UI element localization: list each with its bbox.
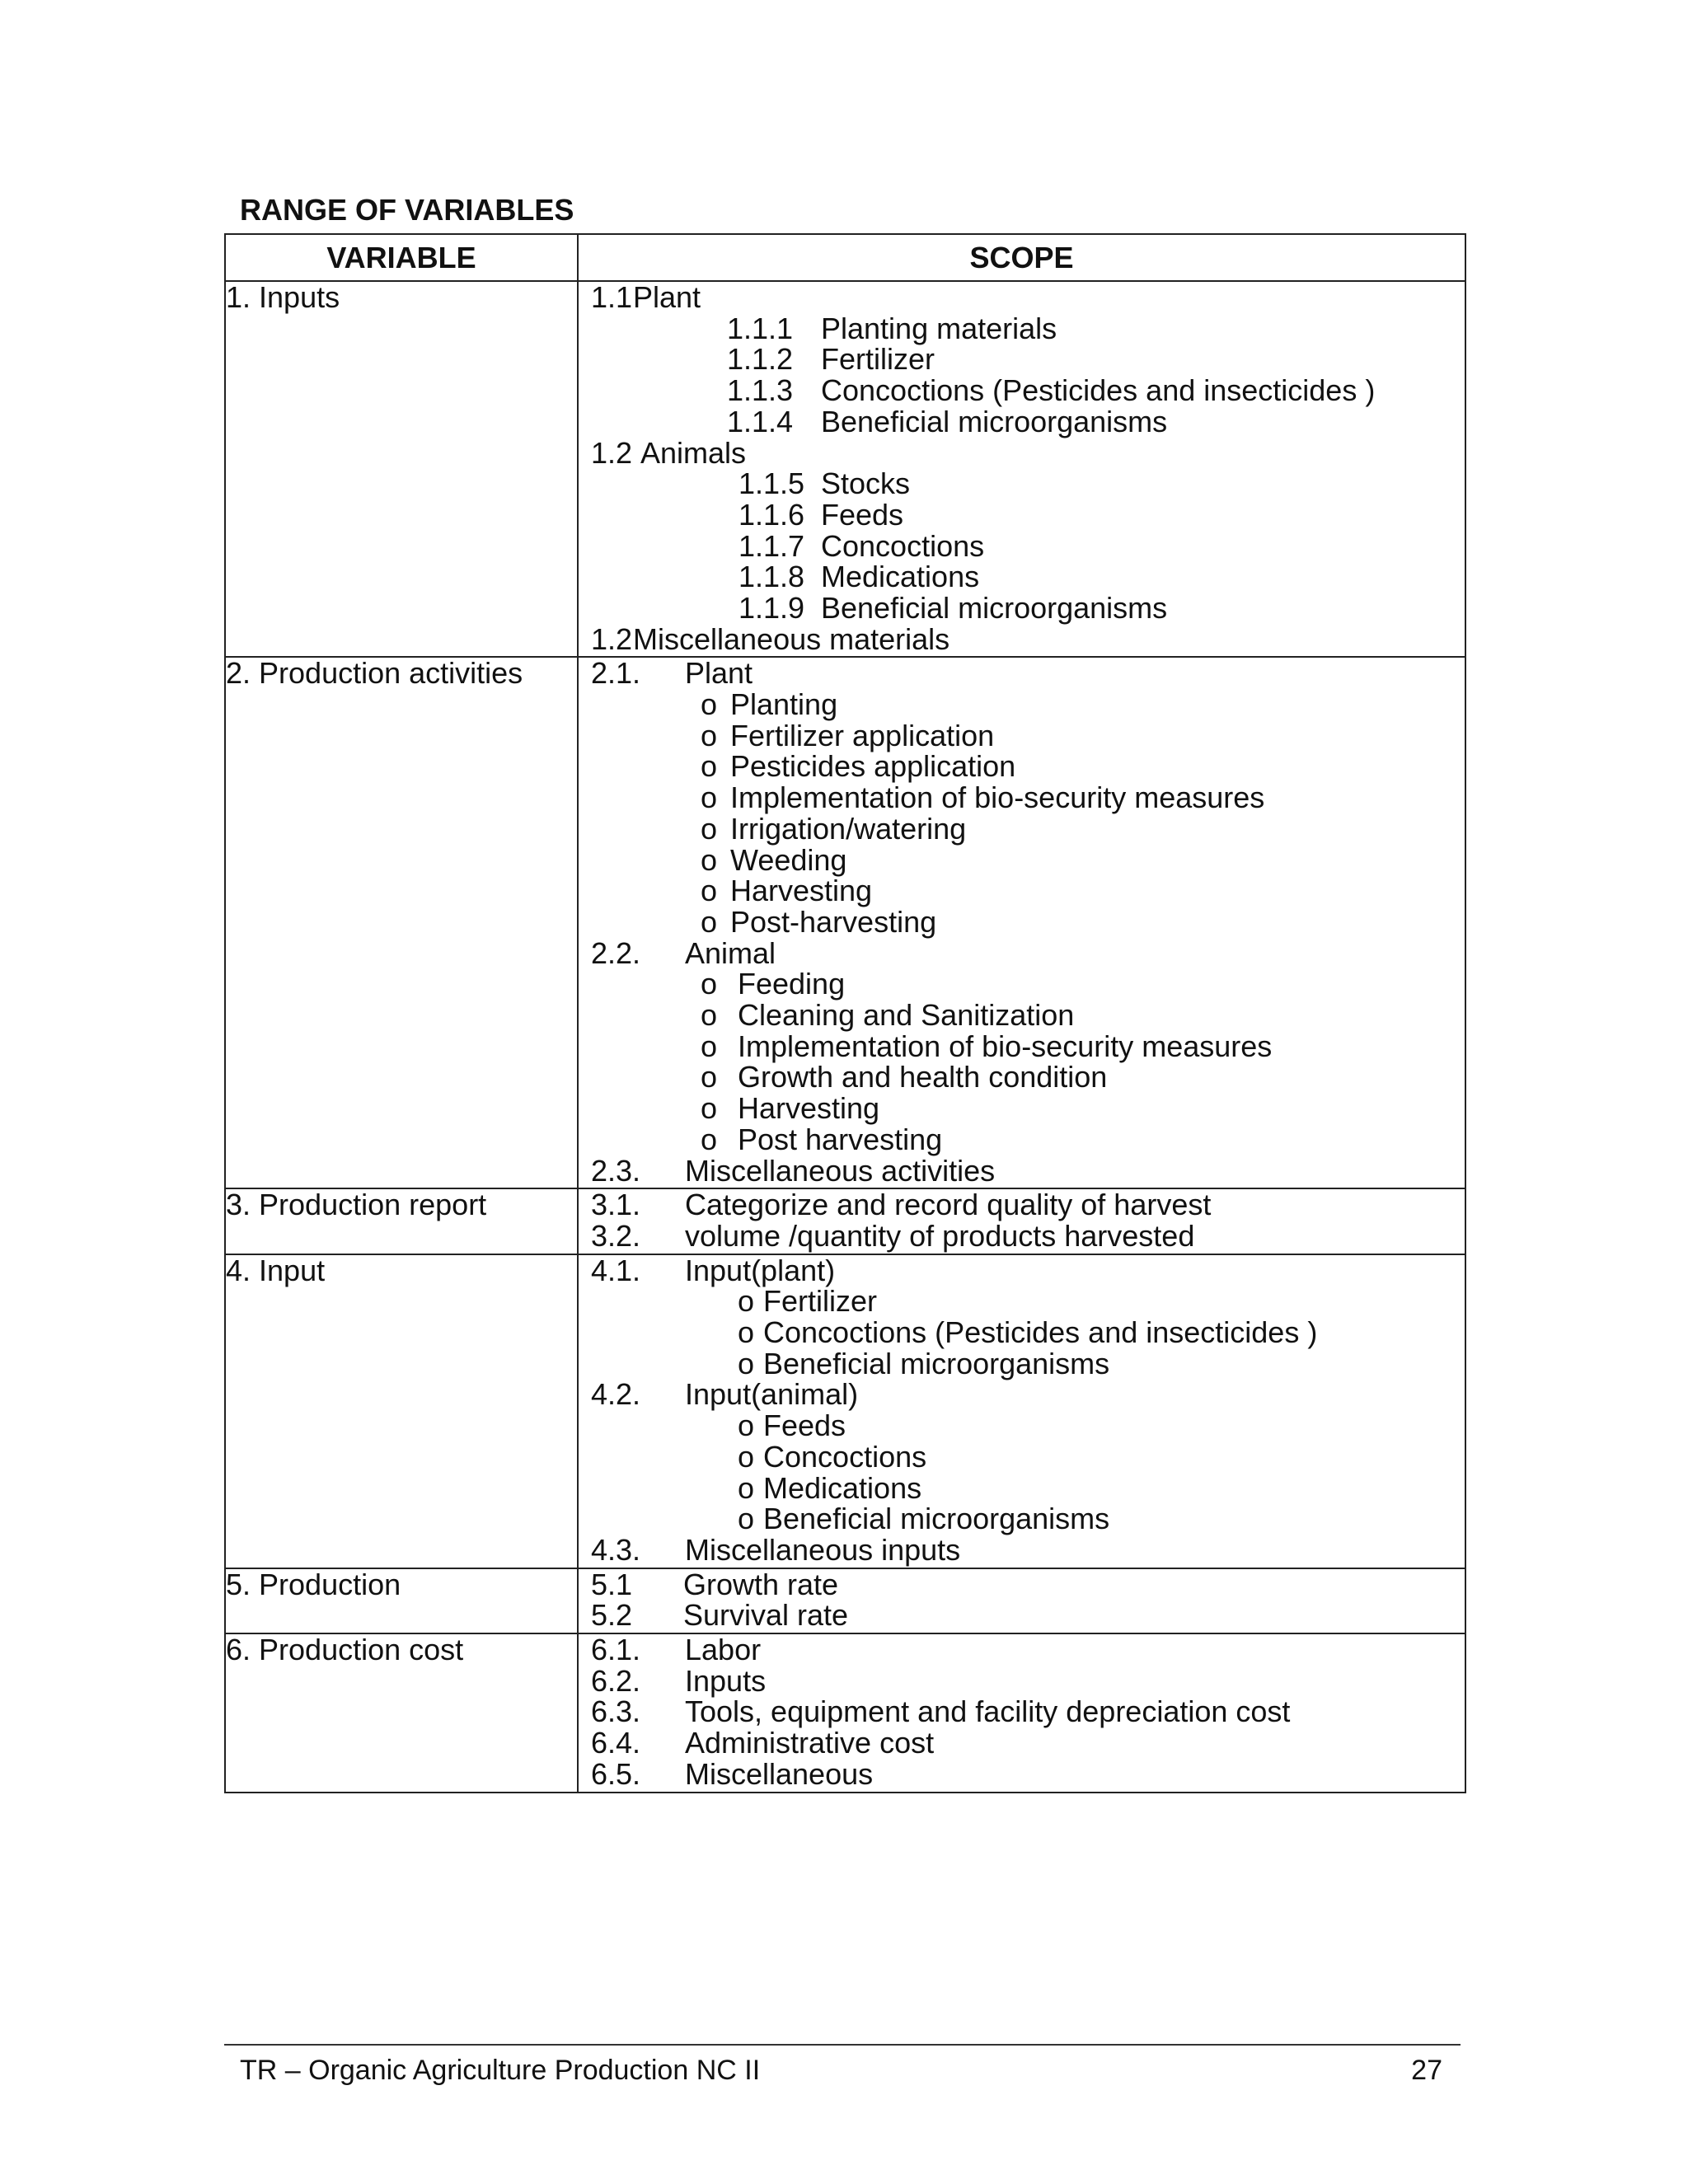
item-text: Beneficial microorganisms (763, 1502, 1110, 1536)
bullet-marker: o (738, 1439, 755, 1474)
item-text: Implementation of bio-security measures (730, 780, 1265, 815)
range-of-variables-table (224, 233, 1466, 1793)
item-text: Miscellaneous activities (685, 1153, 996, 1188)
item-text: Plant (633, 280, 701, 314)
bullet-marker: o (701, 998, 718, 1033)
item-text: Concoctions (Pesticides and insecticides ) (821, 373, 1376, 408)
item-text: Survival rate (683, 1598, 849, 1633)
item-text: Beneficial microorganisms (821, 404, 1168, 438)
item-number: 1.1.4 (727, 404, 794, 438)
bullet-marker: o (738, 1346, 755, 1380)
bullet-marker: o (701, 1029, 718, 1063)
item-text: Beneficial microorganisms (763, 1346, 1110, 1380)
table-row (225, 1568, 1465, 1633)
item-text: Feeds (821, 497, 904, 532)
column-header-variable: VARIABLE (225, 234, 578, 281)
variable-cell: 3. Production report (225, 1188, 578, 1254)
variable-cell: 4. Input (225, 1254, 578, 1568)
item-text: Administrative cost (685, 1726, 935, 1760)
scope-list (579, 282, 1465, 656)
variable-cell: 2. Production activities (225, 657, 578, 1188)
footer-page-number: 27 (1411, 2055, 1442, 2086)
variable-cell: 6. Production cost (225, 1633, 578, 1793)
item-text: Medications (821, 560, 980, 594)
table-row (225, 281, 1465, 657)
item-text: Plant (685, 656, 753, 691)
item-number: 1.1.7 (738, 528, 805, 563)
bullet-marker: o (738, 1470, 755, 1505)
footer-document-title: TR – Organic Agriculture Production NC II (240, 2055, 761, 2086)
scope-list (579, 1189, 1465, 1253)
bullet-marker: o (738, 1315, 755, 1350)
item-text: Planting materials (821, 311, 1057, 345)
item-number: 1.1.1 (727, 311, 794, 345)
item-text: Fertilizer (821, 342, 935, 377)
table-row (225, 1633, 1465, 1793)
section-heading: RANGE OF VARIABLES (240, 193, 574, 227)
scope-list (579, 1634, 1465, 1792)
bullet-marker: o (738, 1408, 755, 1443)
item-text: Weeding (730, 842, 847, 877)
item-number: 4.3. (591, 1532, 641, 1567)
bullet-marker: o (701, 1122, 718, 1156)
item-number: 6.3. (591, 1694, 641, 1729)
item-number: 1.1.8 (738, 560, 805, 594)
scope-cell (578, 1188, 1465, 1254)
item-text: Post harvesting (738, 1122, 943, 1156)
item-text: Growth and health condition (738, 1060, 1108, 1094)
item-text: Input(plant) (685, 1253, 836, 1287)
item-number: 1.2 (591, 621, 633, 656)
item-text: Feeds (763, 1408, 846, 1443)
bullet-marker: o (701, 967, 718, 1001)
item-text: Pesticides application (730, 749, 1016, 784)
item-number: 4.1. (591, 1253, 641, 1287)
item-number: 1.2 (591, 435, 633, 470)
item-number: 1.1 (591, 280, 633, 314)
item-number: 3.2. (591, 1218, 641, 1253)
table-row (225, 1254, 1465, 1568)
table-header-row (225, 234, 1465, 281)
item-number: 4.2. (591, 1377, 641, 1412)
bullet-marker: o (701, 1060, 718, 1094)
item-number: 6.4. (591, 1726, 641, 1760)
item-text: Cleaning and Sanitization (738, 998, 1075, 1033)
item-number: 1.1.9 (738, 591, 805, 625)
item-text: Animal (685, 935, 776, 970)
bullet-marker: o (701, 780, 718, 815)
item-number: 6.1. (591, 1633, 641, 1667)
item-text: Tools, equipment and facility depreciation cost (685, 1694, 1291, 1729)
item-text: Post-harvesting (730, 904, 937, 939)
item-text: Harvesting (738, 1091, 880, 1126)
item-text: Concoctions (763, 1439, 927, 1474)
item-text: Medications (763, 1470, 922, 1505)
scope-list (579, 1255, 1465, 1568)
variable-cell: 1. Inputs (225, 281, 578, 657)
bullet-marker: o (738, 1284, 755, 1319)
item-text: Feeding (738, 967, 846, 1001)
item-number: 2.2. (591, 935, 641, 970)
bullet-marker: o (701, 904, 718, 939)
item-number: 2.3. (591, 1153, 641, 1188)
item-text: Fertilizer application (730, 718, 995, 752)
scope-list (579, 658, 1465, 1188)
scope-cell (578, 1254, 1465, 1568)
item-text: volume /quantity of products harvested (685, 1218, 1195, 1253)
item-text: Harvesting (730, 874, 873, 908)
item-number: 3.1. (591, 1188, 641, 1222)
item-text: Planting (730, 687, 838, 722)
item-number: 6.2. (591, 1663, 641, 1698)
bullet-marker: o (701, 687, 718, 722)
scope-cell (578, 657, 1465, 1188)
item-text: Irrigation/watering (730, 811, 967, 846)
item-text: Categorize and record quality of harvest (685, 1188, 1212, 1222)
bullet-marker: o (701, 842, 718, 877)
table-row (225, 1188, 1465, 1254)
item-number: 5.2 (591, 1598, 633, 1633)
scope-cell (578, 1633, 1465, 1793)
item-text: Miscellaneous materials (633, 621, 950, 656)
bullet-marker: o (701, 811, 718, 846)
item-text: Inputs (685, 1663, 767, 1698)
item-number: 1.1.5 (738, 466, 805, 501)
item-number: 1.1.6 (738, 497, 805, 532)
variable-cell: 5. Production (225, 1568, 578, 1633)
item-number: 1.1.2 (727, 342, 794, 377)
item-number: 5.1 (591, 1567, 633, 1601)
bullet-marker: o (701, 1091, 718, 1126)
scope-cell (578, 281, 1465, 657)
bullet-marker: o (738, 1502, 755, 1536)
item-text: Miscellaneous (685, 1756, 874, 1791)
item-text: Animals (640, 435, 747, 470)
item-text: Input(animal) (685, 1377, 859, 1412)
item-text: Concoctions (Pesticides and insecticides ) (763, 1315, 1318, 1350)
item-text: Concoctions (821, 528, 985, 563)
item-text: Stocks (821, 466, 911, 501)
item-text: Implementation of bio-security measures (738, 1029, 1273, 1063)
item-text: Growth rate (683, 1567, 839, 1601)
item-number: 6.5. (591, 1756, 641, 1791)
item-number: 1.1.3 (727, 373, 794, 408)
scope-cell (578, 1568, 1465, 1633)
item-text: Fertilizer (763, 1284, 878, 1319)
column-header-scope: SCOPE (578, 234, 1465, 281)
table-body (225, 281, 1465, 1793)
item-number: 2.1. (591, 656, 641, 691)
bullet-marker: o (701, 749, 718, 784)
footer-divider (224, 2044, 1461, 2046)
item-text: Miscellaneous inputs (685, 1532, 961, 1567)
scope-list (579, 1569, 1465, 1633)
table-row (225, 657, 1465, 1188)
bullet-marker: o (701, 718, 718, 752)
item-text: Beneficial microorganisms (821, 591, 1168, 625)
item-text: Labor (685, 1633, 762, 1667)
bullet-marker: o (701, 874, 718, 908)
